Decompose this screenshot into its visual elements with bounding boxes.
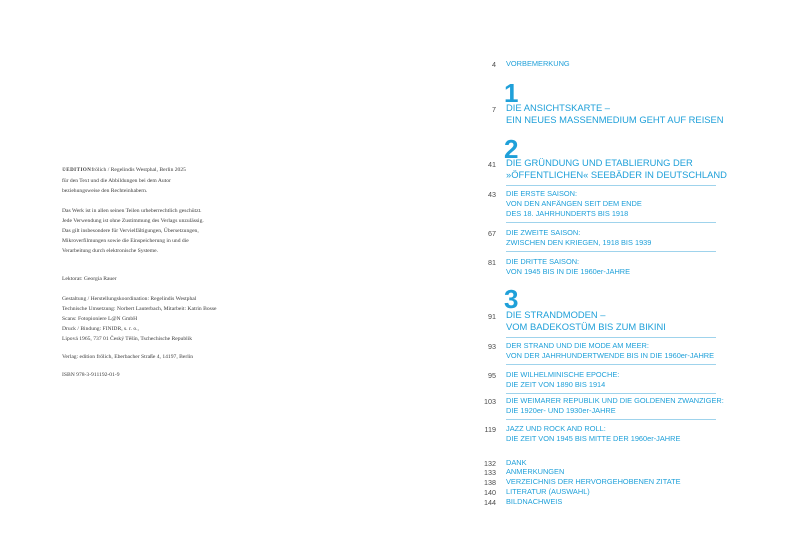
- copyright-holder: frölich / Regelindis Westphal, Berlin 2025: [91, 167, 186, 173]
- rights-line: Das gilt insbesondere für Vervielfältigungen, Übersetzungen,: [62, 228, 199, 234]
- chapter-number: 1: [504, 78, 519, 108]
- toc-section-title[interactable]: DIE ZEIT VON 1945 BIS MITTE DER 1960er-JAHRE: [506, 434, 681, 443]
- credits-line: Technische Umsetzung: Norbert Lauterbach, Mitarbeit: Katrin Bosse: [62, 306, 217, 312]
- divider: [506, 185, 716, 186]
- credits-line: Gestaltung / Herstellungskoordination: Regelindis Westphal: [62, 296, 197, 302]
- toc-chapter-title[interactable]: »ÖFFENTLICHEN« SEEBÄDER IN DEUTSCHLAND: [506, 169, 727, 180]
- toc-page-number: 43: [488, 190, 496, 199]
- toc-page-number: 119: [484, 425, 496, 434]
- rights-line: Verarbeitung durch elektronische Systeme.: [62, 248, 158, 254]
- isbn-line: ISBN 978-3-911192-01-9: [62, 372, 120, 378]
- divider: [506, 251, 716, 252]
- toc-entry-bildnachweis[interactable]: BILDNACHWEIS: [506, 497, 563, 506]
- toc-section-title[interactable]: VON DER JAHRHUNDERTWENDE BIS IN DIE 1960er-JAHRE: [506, 351, 715, 360]
- toc-section-title[interactable]: JAZZ UND ROCK AND ROLL:: [506, 424, 606, 433]
- rights-line: Das Werk ist in allen seinen Teilen urheberrechtlich geschützt.: [62, 208, 202, 214]
- toc-page-number: 4: [492, 60, 496, 69]
- credits-line: Druck / Bindung: FINIDR, s. r. o.,: [62, 326, 139, 332]
- toc-page-number: 91: [488, 312, 496, 321]
- publisher-brand: ©EDITION: [62, 168, 92, 173]
- toc-entry-dank[interactable]: DANK: [506, 458, 527, 467]
- toc-section-title[interactable]: DES 18. JAHRHUNDERTS BIS 1918: [506, 209, 629, 218]
- divider: [506, 419, 716, 420]
- credits-line: Scans: Fotopioniere L@N GmbH: [62, 316, 138, 322]
- editor-line: Lektorat: Georgia Rauer: [62, 276, 117, 282]
- toc-section-title[interactable]: DIE ZEIT VON 1890 BIS 1914: [506, 380, 606, 389]
- toc-section-title[interactable]: DIE WILHELMINISCHE EPOCHE:: [506, 370, 620, 379]
- toc-page-number: 103: [484, 397, 496, 406]
- table-of-contents: [470, 0, 790, 541]
- toc-section-title[interactable]: DIE 1920er- UND 1930er-JAHRE: [506, 406, 616, 415]
- chapter-number: 3: [504, 284, 519, 314]
- toc-page-number: 95: [488, 371, 496, 380]
- toc-page-number: 81: [488, 258, 496, 267]
- toc-page-number: 7: [492, 105, 496, 114]
- toc-entry-zitate[interactable]: VERZEICHNIS DER HERVORGEHOBENEN ZITATE: [506, 477, 681, 486]
- toc-section-title[interactable]: DIE WEIMARER REPUBLIK UND DIE GOLDENEN ZWANZIGER:: [506, 396, 724, 405]
- copyright-line: [62, 165, 312, 176]
- imprint-block: [62, 165, 312, 380]
- copyright-line: für den Text und die Abbildungen bei dem Autor: [62, 178, 171, 184]
- toc-page-number: 144: [484, 498, 496, 507]
- toc-section-title[interactable]: DIE ZWEITE SAISON:: [506, 228, 581, 237]
- toc-section-title[interactable]: ZWISCHEN DEN KRIEGEN, 1918 BIS 1939: [506, 238, 652, 247]
- toc-page-number: 41: [488, 160, 496, 169]
- chapter-number: 2: [504, 134, 519, 164]
- divider: [506, 364, 716, 365]
- toc-page-number: 138: [484, 478, 496, 487]
- copyright-line: beziehungsweise den Rechteinhabern.: [62, 188, 148, 194]
- toc-entry-vorbemerkung[interactable]: VORBEMERKUNG: [506, 59, 570, 68]
- toc-section-title[interactable]: DER STRAND UND DIE MODE AM MEER:: [506, 341, 649, 350]
- toc-page-number: 67: [488, 229, 496, 238]
- publisher-line: Verlag: edition frölich, Eberbacher Straße 4, 14197, Berlin: [62, 354, 194, 360]
- divider: [506, 337, 716, 338]
- toc-page-number: 140: [484, 488, 496, 497]
- toc-section-title[interactable]: VON 1945 BIS IN DIE 1960er-JAHRE: [506, 267, 631, 276]
- toc-entry-literatur[interactable]: LITERATUR (AUSWAHL): [506, 487, 590, 496]
- toc-chapter-title[interactable]: DIE ANSICHTSKARTE –: [506, 102, 611, 113]
- divider: [506, 393, 716, 394]
- toc-chapter-title[interactable]: EIN NEUES MASSENMEDIUM GEHT AUF REISEN: [506, 114, 724, 125]
- rights-line: Jede Verwendung ist ohne Zustimmung des Verlags unzulässig.: [62, 218, 204, 224]
- toc-chapter-title[interactable]: VOM BADEKOSTÜM BIS ZUM BIKINI: [506, 321, 666, 332]
- toc-entry-anmerkungen[interactable]: ANMERKUNGEN: [506, 467, 565, 476]
- rights-line: Mikroverfilmungen sowie die Einspeicherung in und die: [62, 238, 189, 244]
- credits-line: Lipová 1965, 737 01 Český Těšín, Tschechische Republik: [62, 336, 193, 342]
- toc-chapter-title[interactable]: DIE STRANDMODEN –: [506, 309, 606, 320]
- toc-page-number: 132: [484, 459, 496, 468]
- toc-section-title[interactable]: DIE DRITTE SAISON:: [506, 257, 580, 266]
- toc-section-title[interactable]: DIE ERSTE SAISON:: [506, 189, 578, 198]
- toc-page-number: 93: [488, 342, 496, 351]
- toc-page-number: 133: [484, 468, 496, 477]
- toc-chapter-title[interactable]: DIE GRÜNDUNG UND ETABLIERUNG DER: [506, 157, 693, 168]
- divider: [506, 222, 716, 223]
- toc-section-title[interactable]: VON DEN ANFÄNGEN SEIT DEM ENDE: [506, 199, 642, 208]
